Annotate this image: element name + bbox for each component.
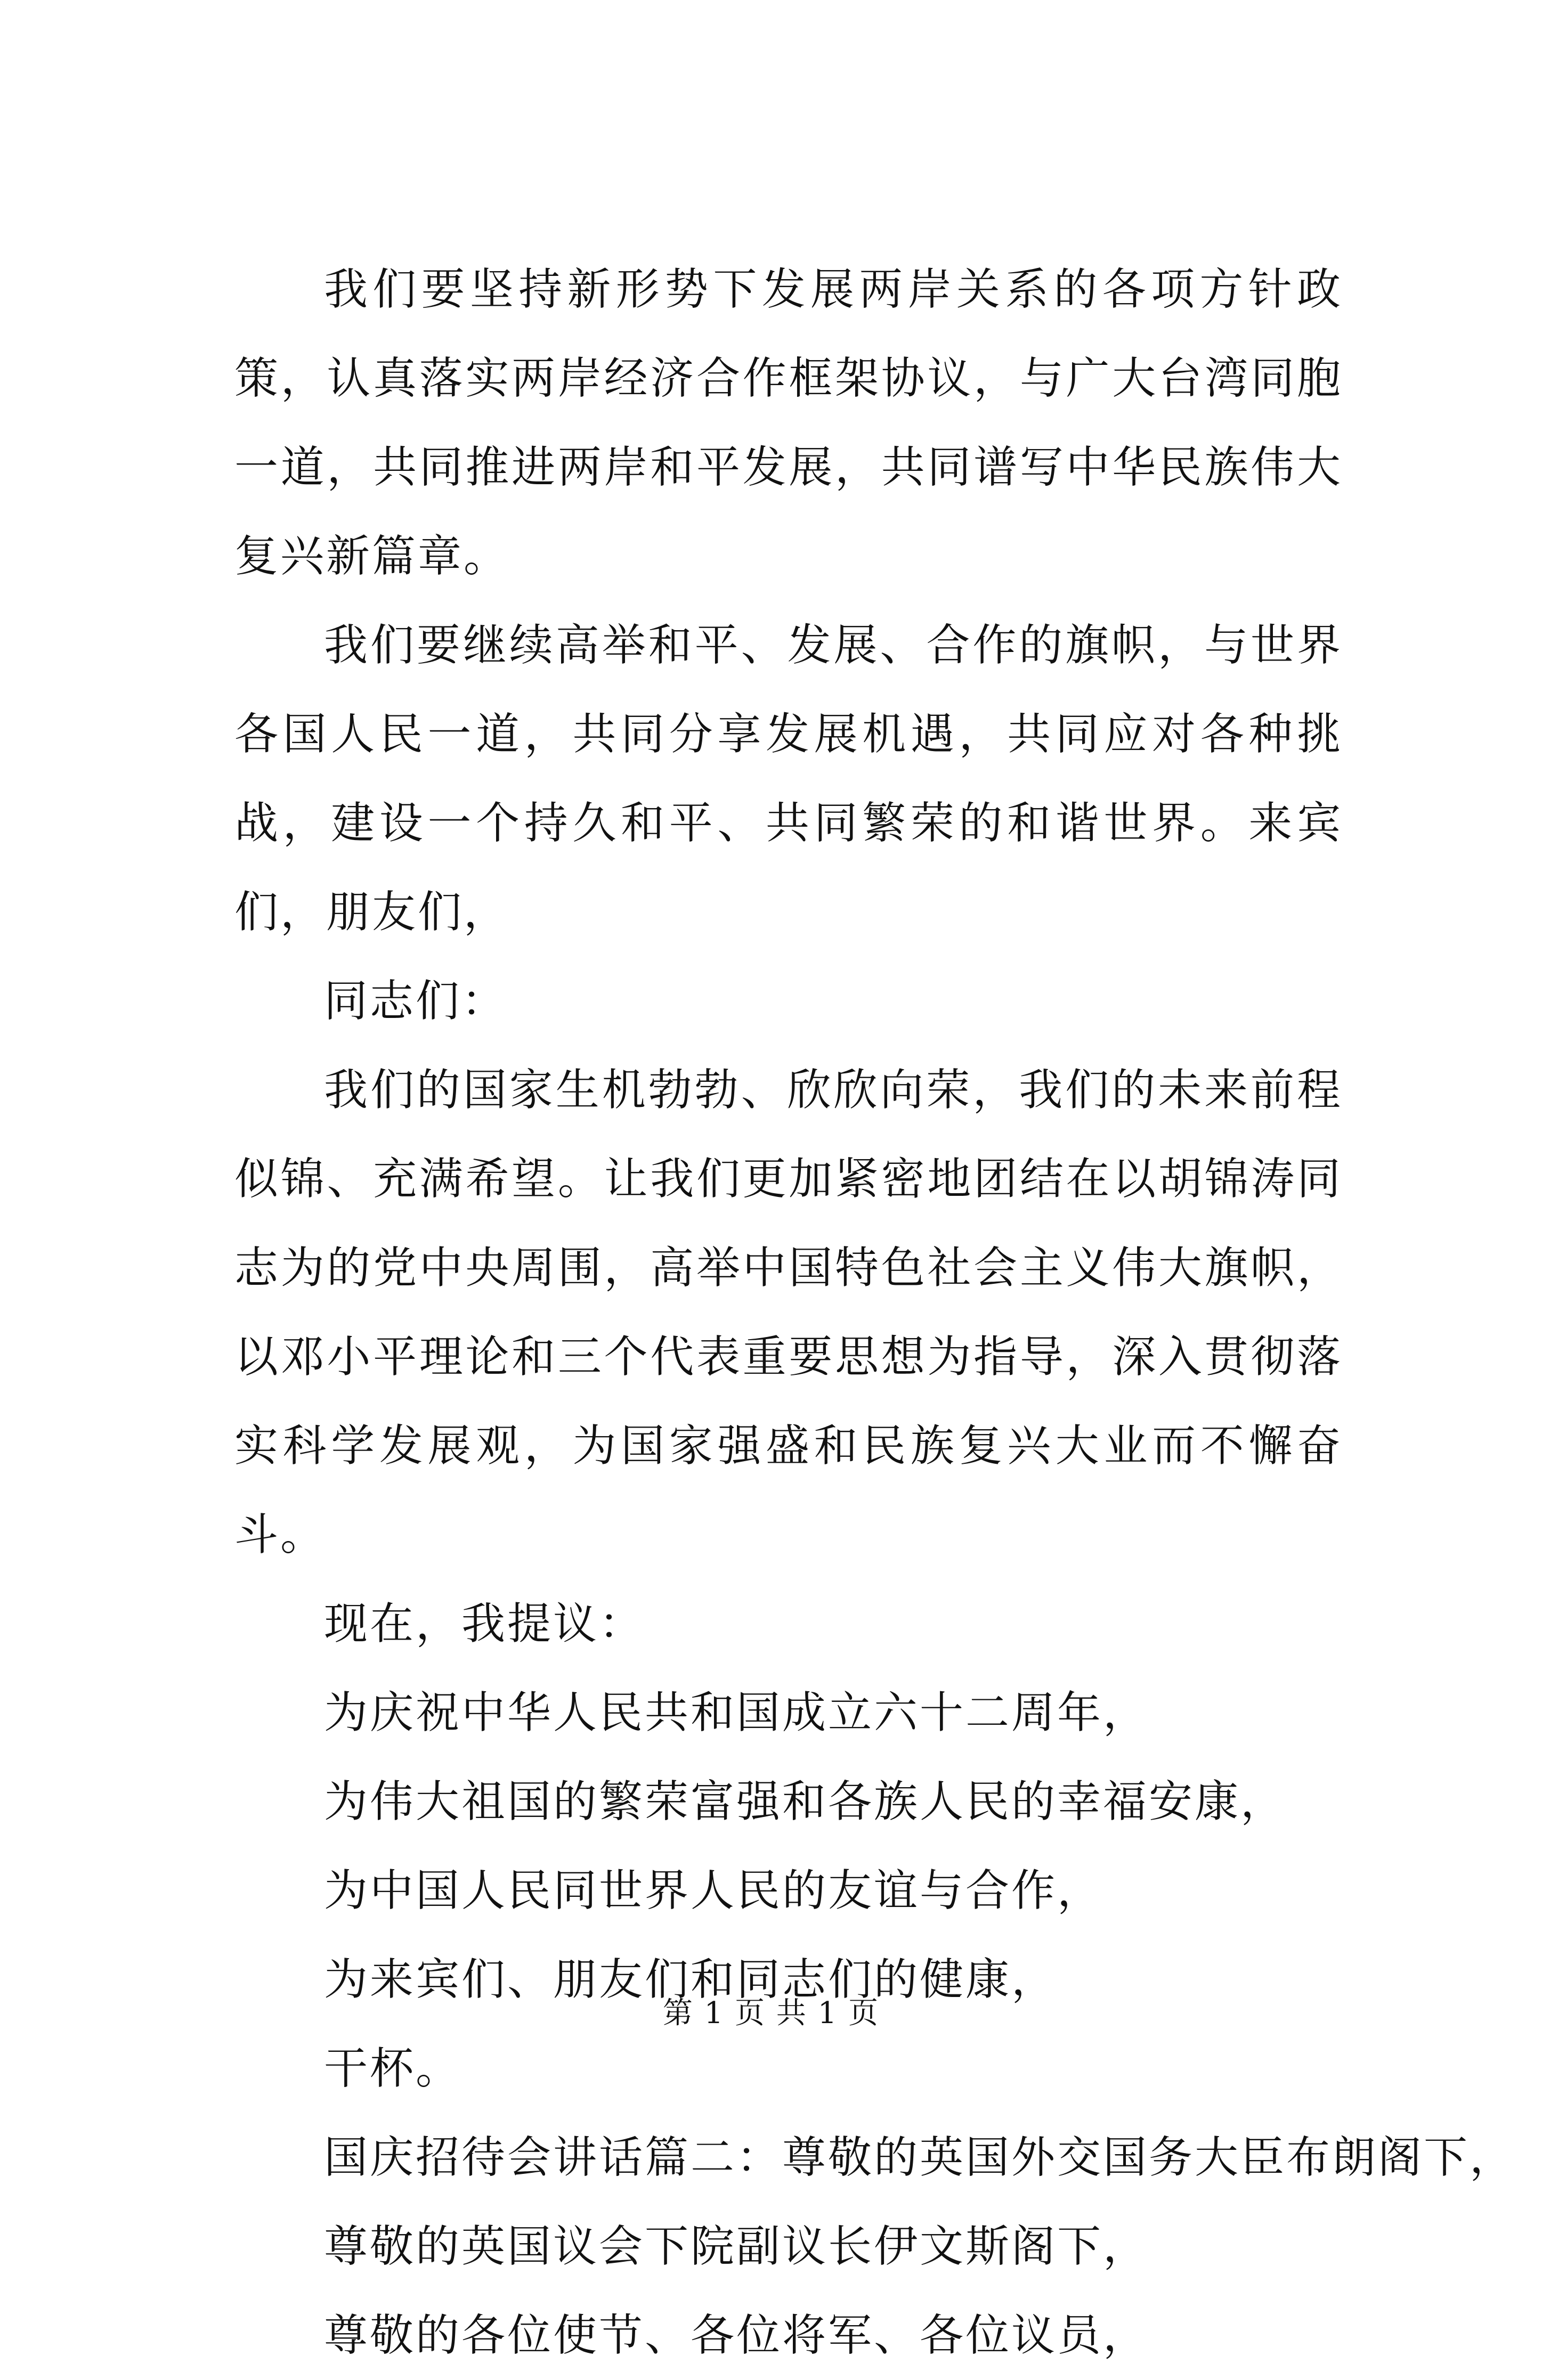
- page-number-indicator: 第 1 页 共 1 页: [662, 1996, 880, 2031]
- toast-line: 为庆祝中华人民共和国成立六十二周年，: [324, 1688, 1149, 1738]
- page-footer: [0, 1995, 1542, 2032]
- paragraph-peace-development: 我们要继续高举和平、发展、合作的旗帜，与世界各国人民一道，共同分享发展机遇，共同应对各种挑战，建设一个持久和平、共同繁荣的和谐世界。来宾们，朋友们，: [234, 620, 1343, 938]
- toast-line: 为中国人民同世界人民的友谊与合作，: [324, 1865, 1103, 1916]
- document-body: [234, 245, 1516, 2380]
- paragraph-cross-strait: 我们要坚持新形势下发展两岸关系的各项方针政策，认真落实两岸经济合作框架协议，与广大台湾同胞一道，共同推进两岸和平发展，共同谱写中华民族伟大复兴新篇章。: [234, 264, 1343, 582]
- paragraph-comrades: 同志们：: [324, 976, 508, 1026]
- toast-intro-line: 现在，我提议：: [324, 1599, 645, 1649]
- toast-cheers-line: 干杯。: [324, 2043, 462, 2094]
- toast-line: 为来宾们、朋友们和同志们的健康，: [324, 1954, 1058, 2005]
- speech-two-heading-line: 国庆招待会讲话篇二：尊敬的英国外交国务大臣布朗阁下，: [324, 2132, 1516, 2183]
- toast-line: 为伟大祖国的繁荣富强和各族人民的幸福安康，: [324, 1776, 1287, 1827]
- salutation-line: 尊敬的英国议会下院副议长伊文斯阁下，: [324, 2221, 1149, 2272]
- salutation-line: 尊敬的各位使节、各位将军、各位议员，: [324, 2310, 1149, 2361]
- paragraph-national-future: 我们的国家生机勃勃、欣欣向荣，我们的未来前程似锦、充满希望。让我们更加紧密地团结在以胡锦涛同志为的党中央周围，高举中国特色社会主义伟大旗帜，以邓小平理论和三个代表重要思想为指导，深入贯彻落实科学发展观，为国家强盛和民族复兴大业而不懈奋斗。: [234, 1065, 1343, 1560]
